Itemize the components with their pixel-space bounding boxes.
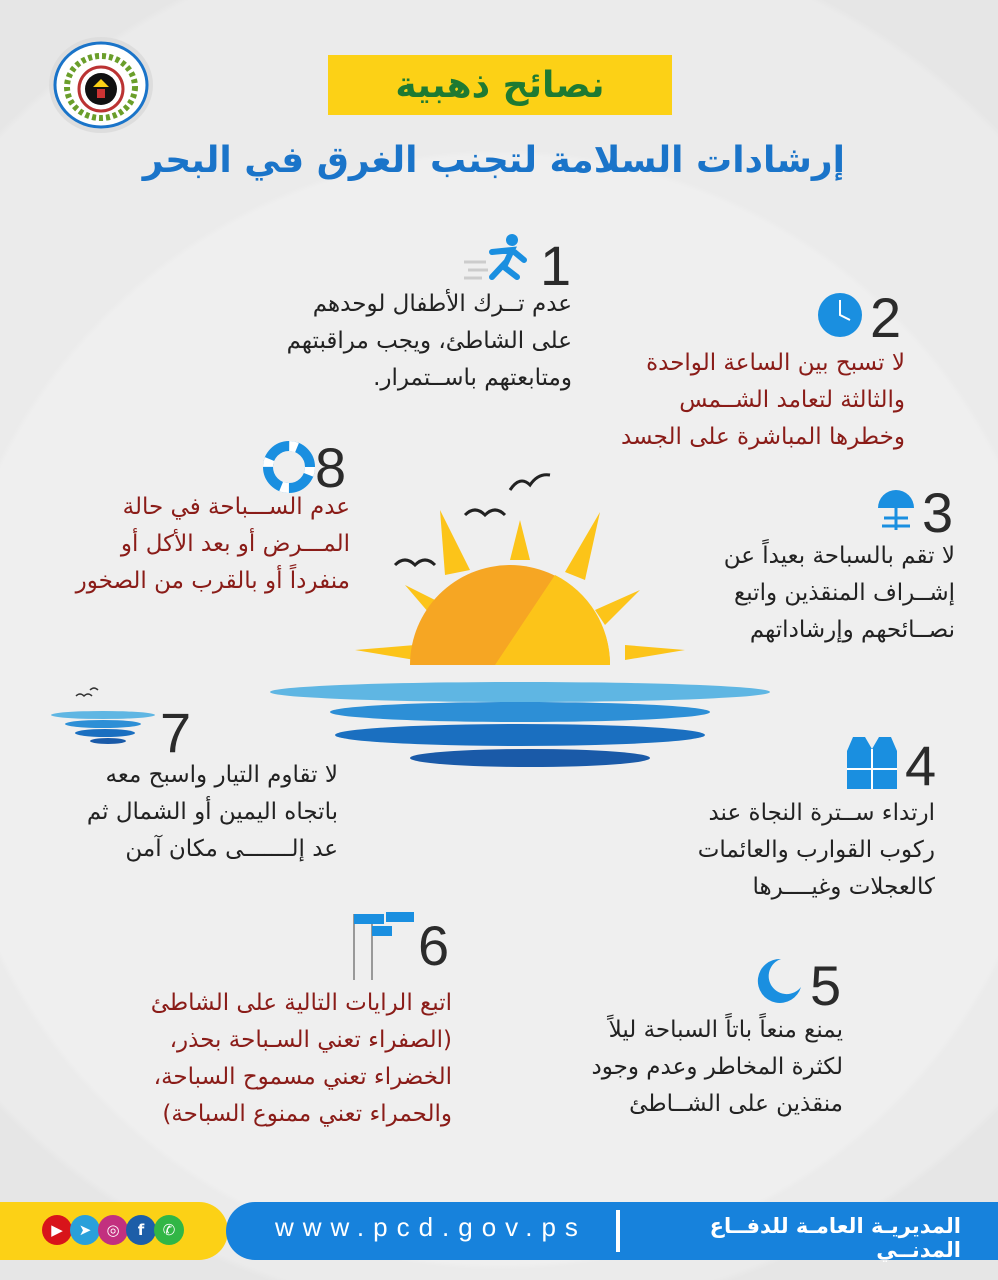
- tip-line: إشــراف المنقذين واتبع: [733, 580, 955, 606]
- tip-3-text: [724, 538, 955, 649]
- tip-8-number: 8: [315, 436, 347, 499]
- lifebuoy-icon: [262, 440, 316, 494]
- tip-line: عدم تــرك الأطفال لوحدهم: [312, 291, 572, 317]
- tip-6-text: [151, 985, 452, 1133]
- website-link[interactable]: www.pcd.gov.ps: [275, 1212, 587, 1242]
- tip-line: وخطرها المباشرة على الجسد: [621, 424, 905, 450]
- clock-icon: [817, 292, 863, 338]
- tip-1-number: 1: [540, 234, 572, 297]
- tip-6-number: 6: [418, 914, 450, 977]
- tip-7-text: [87, 757, 338, 868]
- tip-4-number: 4: [905, 734, 937, 797]
- tip-3-number: 3: [922, 481, 954, 544]
- tip-7-number: 7: [160, 701, 192, 764]
- tip-2-text: [621, 345, 905, 456]
- footer-divider: [616, 1210, 620, 1252]
- tip-2-number: 2: [870, 286, 902, 349]
- tip-line: والثالثة لتعامد الشــمس: [679, 387, 905, 413]
- tip-line: لا تقاوم التيار واسبح معه: [105, 762, 338, 788]
- tip-8-text: [76, 489, 350, 600]
- tip-4-text: [698, 795, 935, 906]
- tip-1-text: [287, 286, 572, 397]
- tip-5-number: 5: [810, 954, 842, 1017]
- life-vest-icon: [845, 733, 899, 791]
- tip-line: لا تقم بالسباحة بعيداً عن: [723, 543, 955, 569]
- tip-line: يمنع منعاً باتاً السباحة ليلاً: [608, 1017, 843, 1043]
- tip-line: باتجاه اليمين أو الشمال ثم: [86, 799, 338, 825]
- tip-line: ركوب القوارب والعائمات: [697, 837, 935, 863]
- tip-line: كالعجلات وغيــــرها: [752, 874, 935, 900]
- page-title: نصائح ذهبية: [395, 64, 605, 106]
- tip-line: ارتداء ســترة النجاة عند: [708, 800, 935, 826]
- tip-line: والحمراء تعني ممنوع السباحة): [162, 1101, 452, 1127]
- tip-line: منقذين على الشــاطئ: [629, 1091, 843, 1117]
- youtube-icon[interactable]: ▶: [42, 1215, 72, 1245]
- title-banner: [328, 55, 672, 115]
- sea-waves-icon: [50, 684, 156, 744]
- facebook-icon[interactable]: f: [126, 1215, 156, 1245]
- tip-line: على الشاطئ، ويجب مراقبتهم: [286, 328, 572, 354]
- instagram-icon[interactable]: ◎: [98, 1215, 128, 1245]
- page-subtitle: إرشادات السلامة لتجنب الغرق في البحر: [142, 140, 845, 181]
- tip-line: عدم الســـباحة في حالة: [122, 494, 350, 520]
- tip-line: لكثرة المخاطر وعدم وجود: [591, 1054, 843, 1080]
- tip-line: منفرداً أو بالقرب من الصخور: [75, 568, 350, 594]
- beach-umbrella-icon: [874, 488, 918, 532]
- civil-defense-logo: [47, 35, 155, 135]
- tip-5-text: [592, 1012, 843, 1123]
- tip-line: اتبع الرايات التالية على الشاطئ: [150, 990, 452, 1016]
- organization-name: المديريـة العامـة للدفــاع المدنــي: [709, 1214, 961, 1262]
- tip-line: (الصفراء تعني السـباحة بحذر،: [169, 1027, 452, 1053]
- tip-line: لا تسبح بين الساعة الواحدة: [646, 350, 905, 376]
- tip-line: ومتابعتهم باســتمرار.: [373, 365, 572, 391]
- tip-line: عد إلـــــــى مكان آمن: [125, 836, 338, 862]
- flags-icon: [350, 910, 418, 982]
- tip-line: نصــائحهم وإرشاداتهم: [749, 617, 955, 643]
- tip-line: المـــرض أو بعد الأكل أو: [120, 531, 350, 557]
- tip-line: الخضراء تعني مسموح السباحة،: [153, 1064, 452, 1090]
- running-person-icon: [462, 232, 532, 282]
- whatsapp-icon[interactable]: ✆: [154, 1215, 184, 1245]
- telegram-icon[interactable]: ➤: [70, 1215, 100, 1245]
- crescent-moon-icon: [753, 955, 803, 1005]
